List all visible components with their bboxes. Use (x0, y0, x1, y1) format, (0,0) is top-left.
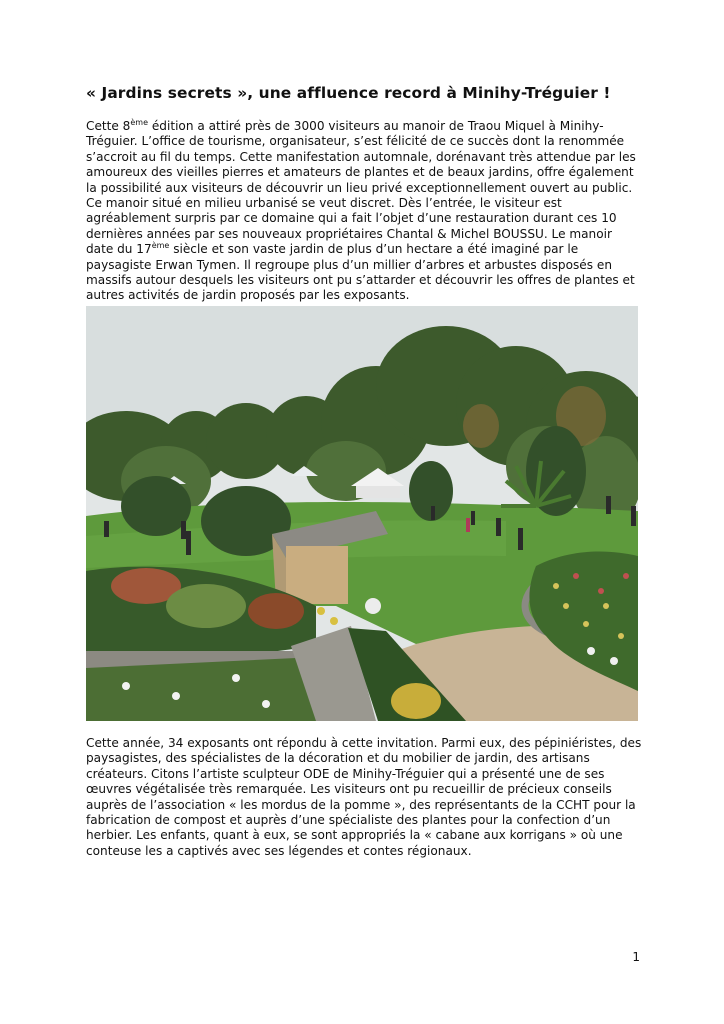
paragraph-text: Cette 8 (86, 119, 131, 133)
paragraph-text: siècle et son vaste jardin de plus d’un hectare a été imaginé par le paysagiste Erwan Tymen. Il regroupe plus d’un millier d’arbres et arbustes disposés en massifs autour desquels les visiteurs ont pu s’attarder et découvrir les offres de plantes et autres activités de jardin proposés par les exposants. (86, 242, 635, 303)
garden-photo (86, 306, 638, 721)
article-title: « Jardins secrets », une affluence record à Minihy-Tréguier ! (86, 84, 611, 102)
ordinal-superscript: ème (151, 241, 170, 251)
ordinal-superscript: ème (130, 118, 148, 127)
events-paragraph: Cette année, 34 exposants ont répondu à cette invitation. Parmi eux, des pépiniéristes, des paysagistes, des spécialistes de la décoration et du mobilier de jardin, des artisans créateurs. Citons l’artiste sculpteur ODE de Minihy-Tréguier qui a présenté une de ses œuvres végétalisée très remarquée. Les visiteurs ont pu recueillir de précieux conseils auprès de l’association « les mordus de la pomme », des représentants de la CCHT pour la fabrication de compost et auprès d’une spécialiste des plantes pour la confection d’un herbier. Les enfants, quant à eux, se sont appropriés la « cabane aux korrigans » où une conteuse les a captivés avec ses légendes et contes régionaux. (86, 736, 642, 858)
paragraph-text: édition a attiré près de 3000 visiteurs au manoir de Traou Miquel à Minihy-Tréguier. L’office de tourisme, organisateur, s’est félicité de ce succès dont la renommée s’accroit au fil du temps. Cette manifestation automnale, dorénavant très attendue par les amoureux des vieilles pierres et amateurs de plantes et de beaux jardins, offre également la possibilité aux visiteurs de découvrir un lieu privé exceptionnellement ouvert au public. Ce manoir situé en milieu urbanisé se veut discret. Dès l’entrée, le visiteur est agréablement surpris par ce domaine qui a fait l’objet d’une restauration durant ces 10 dernières années par ses nouveaux propriétaires Chantal & Michel BOUSSU. Le manoir date du 17 (86, 119, 636, 257)
intro-paragraph (86, 119, 642, 304)
page-number: 1 (632, 950, 640, 964)
garden-photo-illustration (86, 306, 638, 721)
